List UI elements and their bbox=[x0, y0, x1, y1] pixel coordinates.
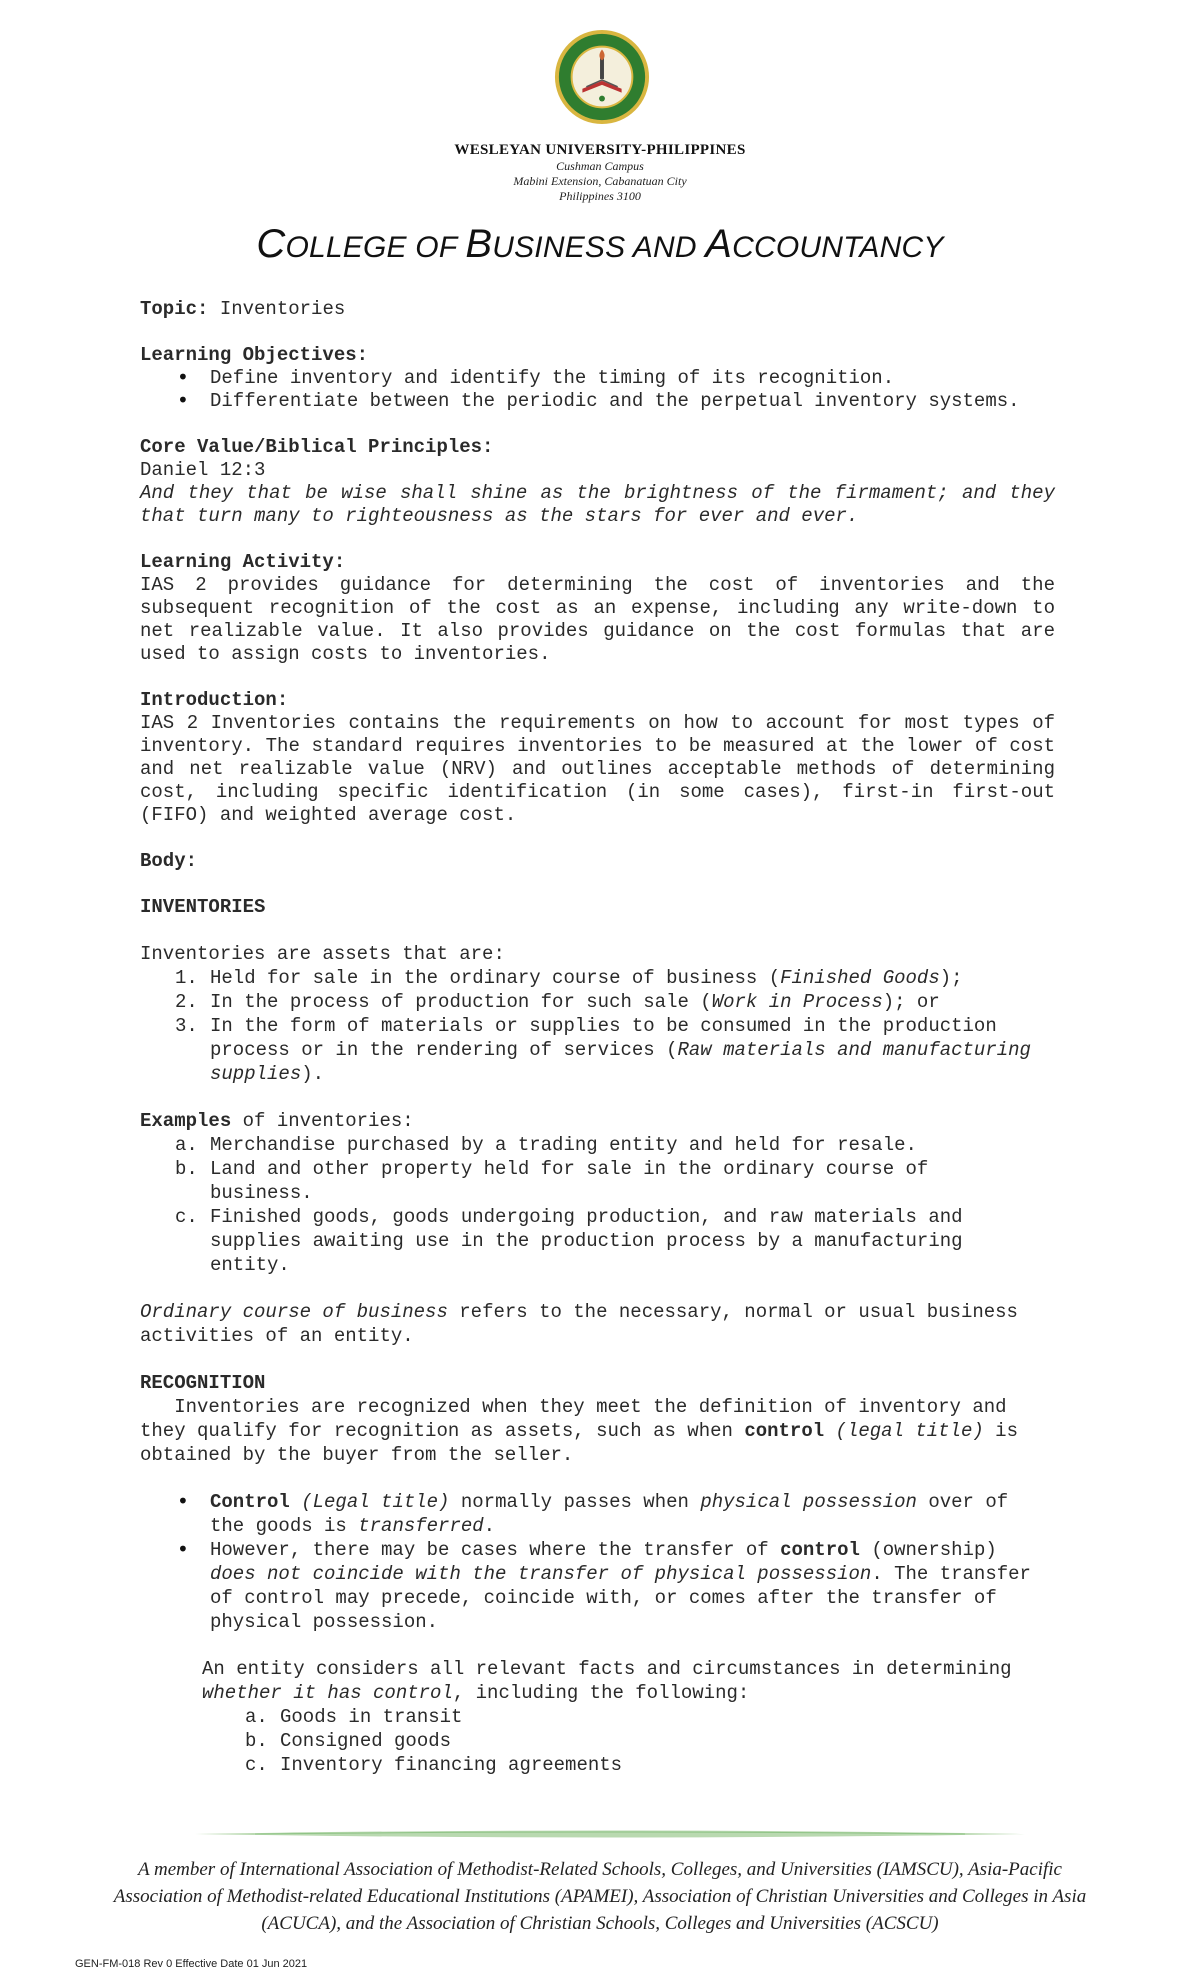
control-factors-list bbox=[140, 1705, 1055, 1777]
list-item: 3. In the form of materials or supplies to be consumed in the production process or in the rendering of services (Raw materials and manufacturing supplies). bbox=[175, 1015, 1031, 1085]
list-item: a. Merchandise purchased by a trading entity and held for resale. bbox=[175, 1134, 917, 1156]
examples-intro: Examples of inventories: bbox=[140, 1110, 414, 1132]
list-item: • Define inventory and identify the timing of its recognition. bbox=[140, 367, 1055, 390]
objectives-heading: Learning Objectives: bbox=[140, 344, 369, 366]
campus-name: Cushman Campus bbox=[556, 159, 644, 173]
activity-heading: Learning Activity: bbox=[140, 551, 346, 573]
inventories-intro: Inventories are assets that are: bbox=[140, 943, 505, 965]
list-item: 1. Held for sale in the ordinary course of business (Finished Goods); bbox=[175, 967, 963, 989]
list-item: b. Consigned goods bbox=[245, 1730, 452, 1752]
control-factors-intro: An entity considers all relevant facts and circumstances in determining whether it has control, including the following: bbox=[202, 1658, 1012, 1704]
core-value-heading: Core Value/Biblical Principles: bbox=[140, 436, 494, 458]
membership-footer: A member of International Association of Methodist-Related Schools, Colleges, and Universities (IAMSCU), Asia-Pacific Association of Methodist-related Educational Institutions (APAMEI), Association of Christian Universities and Colleges in Asia (ACUCA), and the Association of Christian Schools, Colleges and Universities (ACSCU) bbox=[113, 1859, 1087, 1934]
list-item: a. Goods in transit bbox=[245, 1706, 463, 1728]
introduction-heading: Introduction: bbox=[140, 689, 289, 711]
recognition-text: Inventories are recognized when they meet the definition of inventory and they qualify for recognition as assets, such as when control (legal title) is obtained by the buyer from the seller. bbox=[140, 1396, 1030, 1466]
activity-text: IAS 2 provides guidance for determining the cost of inventories and the subsequent recognition of the cost as an expense, including any write-down to net realizable value. It also provides guidance on the cost formulas that are used to assign costs to inventories. bbox=[140, 574, 1055, 665]
university-header bbox=[0, 142, 1200, 204]
control-bullets bbox=[140, 1490, 1055, 1634]
list-item: • Control (Legal title) normally passes when physical possession over of the goods is transferred. bbox=[140, 1490, 1045, 1538]
campus-country: Philippines 3100 bbox=[559, 189, 641, 203]
list-item: • Differentiate between the periodic and the perpetual inventory systems. bbox=[140, 390, 1055, 413]
footer-divider bbox=[195, 1827, 1025, 1841]
university-seal-logo bbox=[553, 28, 651, 126]
scripture-reference: Daniel 12:3 bbox=[140, 459, 266, 481]
module-content bbox=[140, 298, 1055, 1777]
list-item: b. Land and other property held for sale in the ordinary course of business. bbox=[175, 1158, 929, 1204]
university-name: WESLEYAN UNIVERSITY-PHILIPPINES bbox=[454, 142, 746, 158]
body-heading: Body: bbox=[140, 850, 198, 872]
section-inventories: INVENTORIES bbox=[140, 896, 266, 918]
section-recognition: RECOGNITION bbox=[140, 1372, 266, 1394]
list-item: c. Inventory financing agreements bbox=[245, 1754, 623, 1776]
introduction-text: IAS 2 Inventories contains the requirements on how to account for most types of inventory. The standard requires inventories to be measured at the lower of cost and net realizable value (NRV) and outlines acceptable methods of determining cost, including specific identification (in some cases), first-in first-out (FIFO) and weighted average cost. bbox=[140, 712, 1055, 826]
objectives-list bbox=[140, 367, 1055, 413]
list-item: 2. In the process of production for such sale (Work in Process); or bbox=[175, 991, 940, 1013]
list-item: c. Finished goods, goods undergoing production, and raw materials and supplies awaiting use in the production process by a manufacturing entity. bbox=[175, 1206, 963, 1276]
asset-types-list bbox=[140, 966, 1055, 1086]
list-item: • However, there may be cases where the transfer of control (ownership) does not coincide with the transfer of physical possession. The transfer of control may precede, coincide with, or comes after the transfer of physical possession. bbox=[140, 1538, 1045, 1634]
form-code: GEN-FM-018 Rev 0 Effective Date 01 Jun 2021 bbox=[75, 1958, 308, 1970]
ordinary-course-definition: Ordinary course of business refers to the necessary, normal or usual business activities of an entity. bbox=[140, 1301, 1018, 1347]
campus-address: Mabini Extension, Cabanatuan City bbox=[513, 174, 687, 188]
topic-line: Topic: Inventories bbox=[140, 298, 346, 320]
scripture-verse: And they that be wise shall shine as the brightness of the firmament; and they that turn many to righteousness as the stars for ever and ever. bbox=[140, 482, 1055, 527]
examples-list bbox=[140, 1133, 1055, 1277]
college-title: COLLEGE OF BUSINESS AND ACCOUNTANCY bbox=[256, 222, 944, 266]
